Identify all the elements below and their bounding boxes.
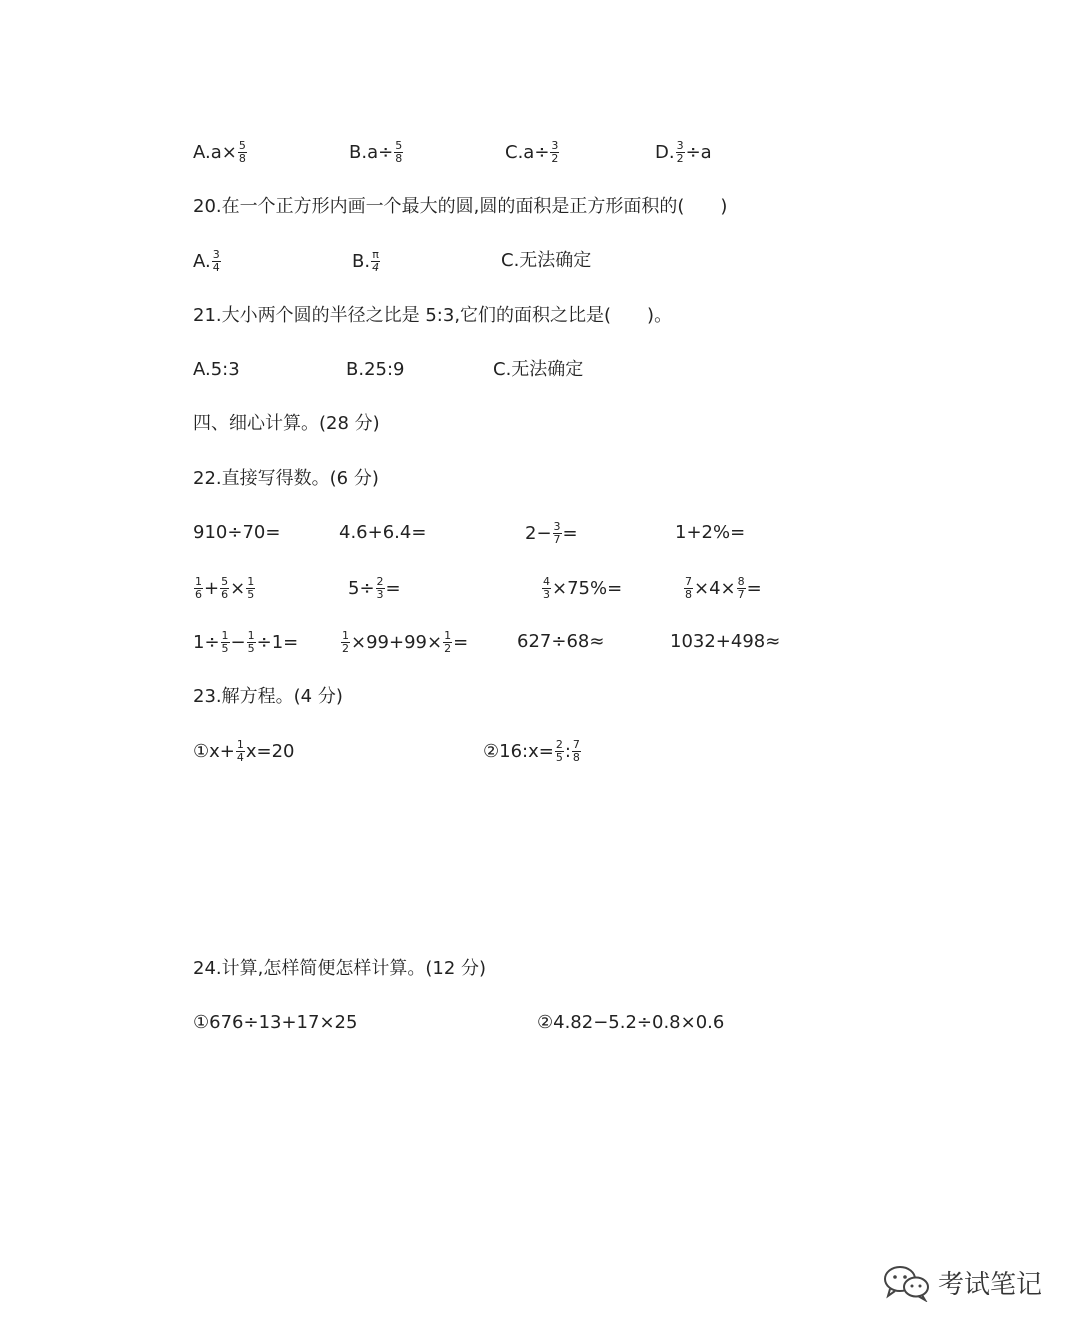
q22-r2c3: $\frac{4}{3}$ ×75%= [543, 575, 623, 601]
q19-option-a: A.a× $\frac{5}{8}$ [193, 139, 246, 165]
q20-question: 20.在一个正方形内画一个最大的圆,圆的面积是正方形面积的( ) [193, 196, 728, 217]
fraction: $\frac{1}{2}$ [342, 629, 349, 655]
q22-r1c2: 4.6+6.4= [339, 522, 427, 543]
fraction: $\frac{3}{4}$ [212, 248, 220, 274]
watermark-text: 考试笔记 [938, 1269, 1043, 1300]
q22-r2c2: 5÷ $\frac{2}{3}$ = [348, 575, 401, 601]
q21-option-a: A.5:3 [193, 359, 240, 380]
q21-option-c: C.无法确定 [493, 359, 584, 380]
q21-question: 21.大小两个圆的半径之比是 5:3,它们的面积之比是( )。 [193, 305, 673, 326]
q23-equation-2: ②16:x= $\frac{2}{5}$ : $\frac{7}{8}$ [483, 738, 580, 764]
q23-title: 23.解方程。(4 分) [193, 686, 343, 707]
fraction: $\frac{7}{8}$ [572, 738, 580, 764]
fraction: $\frac{1}{6}$ [195, 575, 202, 601]
fraction: $\frac{1}{5}$ [247, 629, 255, 655]
fraction: $\frac{3}{2}$ [551, 139, 559, 165]
q22-r1c3: 2− $\frac{3}{7}$ = [525, 520, 578, 546]
q19-option-c: C.a÷ $\frac{3}{2}$ [505, 139, 559, 165]
q24-title: 24.计算,怎样简便怎样计算。(12 分) [193, 958, 487, 979]
q22-r3c3: 627÷68≈ [517, 631, 605, 652]
q22-r2c4: $\frac{7}{8}$ ×4× $\frac{8}{7}$ = [685, 575, 762, 601]
q24-expression-1: ①676÷13+17×25 [193, 1012, 358, 1033]
fraction: $\frac{5}{8}$ [395, 139, 403, 165]
fraction: $\frac{5}{6}$ [221, 575, 229, 601]
fraction: $\frac{3}{7}$ [553, 520, 561, 546]
wechat-icon [880, 1262, 934, 1302]
fraction: $\frac{2}{5}$ [555, 738, 563, 764]
q22-r3c1: 1÷ $\frac{1}{5}$ − $\frac{1}{5}$ ÷1= [193, 629, 299, 655]
fraction: $\frac{3}{2}$ [676, 139, 684, 165]
q24-expression-2: ②4.82−5.2÷0.8×0.6 [537, 1012, 725, 1033]
q22-title: 22.直接写得数。(6 分) [193, 468, 379, 489]
q23-equation-1: ①x+ $\frac{1}{4}$ x=20 [193, 738, 295, 764]
q20-option-b: B. $\frac{\pi}{4}$ [352, 248, 380, 274]
q22-r1c4: 1+2%= [675, 522, 746, 543]
fraction: $\frac{\pi}{4}$ [372, 248, 380, 274]
fraction: $\frac{1}{5}$ [221, 629, 229, 655]
q22-r3c4: 1032+498≈ [670, 631, 781, 652]
q22-r2c1: $\frac{1}{6}$ + $\frac{5}{6}$ × $\frac{1}{5}$ [195, 575, 255, 601]
fraction: $\frac{1}{5}$ [247, 575, 255, 601]
fraction: $\frac{2}{3}$ [376, 575, 384, 601]
fraction: $\frac{7}{8}$ [685, 575, 692, 601]
watermark [880, 1262, 1042, 1302]
q20-option-a: A. $\frac{3}{4}$ [193, 248, 220, 274]
fraction: $\frac{4}{3}$ [543, 575, 550, 601]
q19-option-d: D. $\frac{3}{2}$ ÷a [655, 139, 712, 165]
fraction: $\frac{8}{7}$ [737, 575, 745, 601]
section-title: 四、细心计算。(28 分) [193, 413, 380, 434]
fraction: $\frac{1}{2}$ [444, 629, 452, 655]
q22-r1c1: 910÷70= [193, 522, 281, 543]
q20-option-c: C.无法确定 [501, 250, 592, 271]
fraction: $\frac{1}{4}$ [236, 738, 244, 764]
q21-option-b: B.25:9 [346, 359, 405, 380]
q22-r3c2: $\frac{1}{2}$ ×99+99× $\frac{1}{2}$ = [342, 629, 469, 655]
q19-option-b: B.a÷ $\frac{5}{8}$ [349, 139, 403, 165]
fraction: $\frac{5}{8}$ [238, 139, 246, 165]
